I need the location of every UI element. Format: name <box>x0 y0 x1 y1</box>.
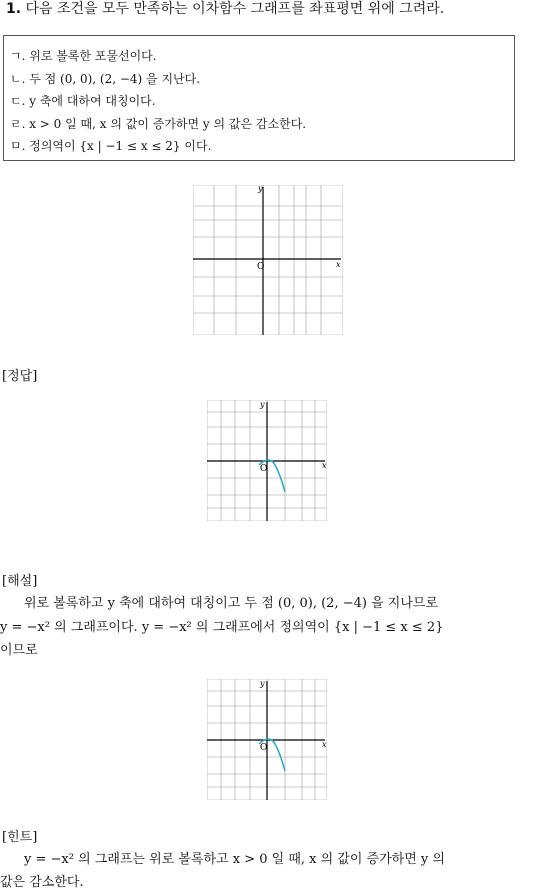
hint-label: [힌트] <box>2 830 38 845</box>
question-text: 다음 조건을 모두 만족하는 이차함수 그래프를 좌표평면 위에 그려라. <box>25 1 445 17</box>
origin-label: O <box>260 464 268 474</box>
solution-label: [해설] <box>2 574 38 589</box>
y-axis-label: y <box>258 185 263 193</box>
origin-label: O <box>260 743 268 753</box>
answer-graph <box>207 400 327 521</box>
condition-4: ㄹ. x > 0 일 때, x 의 값이 증가하면 y 의 값은 감소한다. <box>10 117 307 131</box>
condition-3: ㄷ. y 축에 대하여 대칭이다. <box>10 94 156 108</box>
question-title <box>6 0 444 18</box>
condition-2: ㄴ. 두 점 (0, 0), (2, −4) 을 지난다. <box>10 72 201 86</box>
conditions-box <box>3 35 515 161</box>
y-axis-label: y <box>260 400 265 409</box>
solution-line-3: 이므로 <box>0 643 38 658</box>
y-axis-label: y <box>260 679 265 688</box>
solution-line-2: y = −x² 의 그래프이다. y = −x² 의 그래프에서 정의역이 {x | −1 ≤ x ≤ 2} <box>0 620 444 635</box>
hint-line-2: 값은 감소한다. <box>0 875 84 890</box>
empty-coordinate-plane <box>193 185 343 335</box>
answer-label: [정답] <box>2 369 38 384</box>
condition-5: ㅁ. 정의역이 {x | −1 ≤ x ≤ 2} 이다. <box>10 139 212 153</box>
question-number: 1. <box>6 1 22 17</box>
origin-label: O <box>257 262 265 272</box>
solution-line-1: 위로 볼록하고 y 축에 대하여 대칭이고 두 점 (0, 0), (2, −4) 을 지나므로 <box>24 596 439 611</box>
x-axis-label: x <box>322 461 327 470</box>
x-axis-label: x <box>336 260 341 269</box>
hint-line-1: y = −x² 의 그래프는 위로 볼록하고 x > 0 일 때, x 의 값이 증가하면 y 의 <box>24 852 445 867</box>
x-axis-label: x <box>322 740 327 749</box>
solution-graph <box>207 679 327 800</box>
grid <box>193 185 343 335</box>
condition-1: ㄱ. 위로 볼록한 포물선이다. <box>10 49 157 63</box>
